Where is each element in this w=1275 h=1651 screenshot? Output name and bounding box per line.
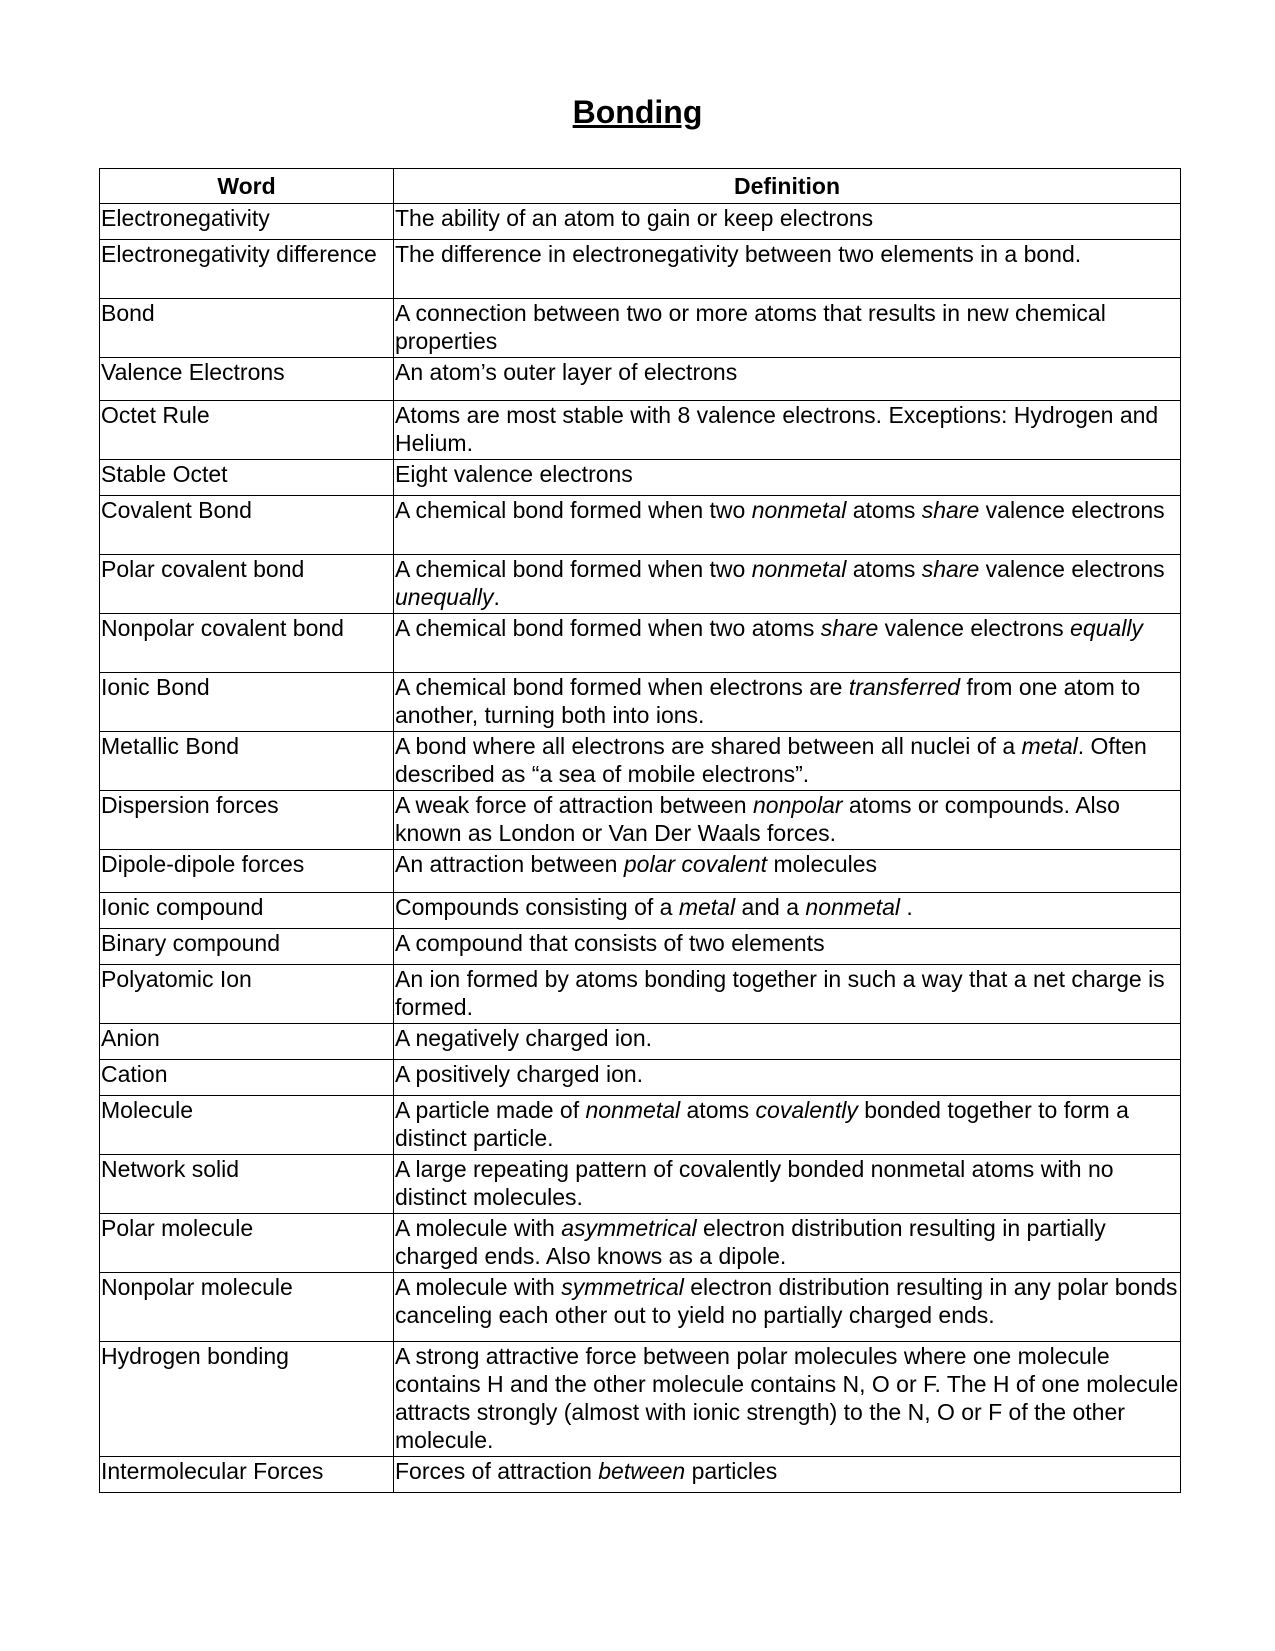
definition-emphasis: transferred [848, 674, 961, 700]
definition-text: atoms [846, 497, 922, 523]
page-title: Bonding [572, 94, 703, 130]
table-header-row [100, 169, 1181, 204]
term-cell: Covalent Bond [100, 496, 394, 555]
term-cell: Stable Octet [100, 460, 394, 496]
definition-text: electron distribution resulting in partially charged ends. Also knows as a dipole. [395, 1215, 1106, 1269]
definition-cell [394, 1457, 1181, 1493]
term-cell: Polar covalent bond [100, 555, 394, 614]
definition-cell [394, 204, 1181, 240]
term-cell: Intermolecular Forces [100, 1457, 394, 1493]
definition-emphasis: between [598, 1458, 686, 1484]
definition-cell [394, 1155, 1181, 1214]
definition-text: A chemical bond formed when two [395, 556, 752, 582]
definition-emphasis: asymmetrical [561, 1215, 697, 1241]
definition-text: particles [685, 1458, 778, 1484]
definition-text: The difference in electronegativity between two elements in a bond. [395, 241, 1082, 267]
definition-text: A strong attractive force between polar molecules where one molecule contains H and the other molecule contains N, O or F. The H of one molecule attracts strongly (almost with ionic strength) to the N, O or F of the other molecule. [395, 1343, 1179, 1453]
definition-text: A compound that consists of two elements [395, 930, 825, 956]
definition-emphasis: nonmetal [751, 556, 847, 582]
definition-emphasis: nonmetal [751, 497, 847, 523]
table-row [100, 673, 1181, 732]
definition-cell [394, 1273, 1181, 1342]
term-cell: Octet Rule [100, 401, 394, 460]
table-row [100, 460, 1181, 496]
table-row [100, 1273, 1181, 1342]
definition-cell [394, 496, 1181, 555]
definition-text: A chemical bond formed when two [395, 497, 752, 523]
table-row [100, 299, 1181, 358]
table-row [100, 204, 1181, 240]
definition-text: electron distribution resulting in any polar bonds canceling each other out to yield no partially charged ends. [395, 1274, 1178, 1328]
definition-cell [394, 401, 1181, 460]
definition-text: A large repeating pattern of covalently bonded nonmetal atoms with no distinct molecules. [395, 1156, 1114, 1210]
term-cell: Anion [100, 1024, 394, 1060]
definition-text: An atom’s outer layer of electrons [395, 359, 738, 385]
table-row [100, 893, 1181, 929]
table-row [100, 1024, 1181, 1060]
definition-text: A positively charged ion. [395, 1061, 644, 1087]
definition-emphasis: nonpolar [752, 792, 843, 818]
definition-text: from one atom to another, turning both into ions. [395, 674, 1141, 728]
definition-emphasis: covalently [755, 1097, 858, 1123]
term-cell: Bond [100, 299, 394, 358]
definition-cell [394, 1342, 1181, 1457]
definition-emphasis: nonmetal [585, 1097, 681, 1123]
table-row [100, 1342, 1181, 1457]
definition-cell [394, 1024, 1181, 1060]
definition-emphasis: unequally [395, 584, 494, 610]
definition-text: . [493, 584, 500, 610]
term-cell: Ionic Bond [100, 673, 394, 732]
definition-text: A particle made of [395, 1097, 586, 1123]
definition-cell [394, 893, 1181, 929]
table-row [100, 555, 1181, 614]
term-cell: Metallic Bond [100, 732, 394, 791]
definition-cell [394, 1060, 1181, 1096]
definition-cell [394, 460, 1181, 496]
glossary-body [100, 204, 1181, 1493]
definition-emphasis: share [921, 497, 980, 523]
definition-text: Forces of attraction [395, 1458, 599, 1484]
table-row [100, 401, 1181, 460]
definition-text: A molecule with [395, 1215, 562, 1241]
table-row [100, 240, 1181, 299]
table-row [100, 850, 1181, 893]
term-cell: Cation [100, 1060, 394, 1096]
definition-cell [394, 1096, 1181, 1155]
term-cell: Ionic compound [100, 893, 394, 929]
definition-cell [394, 240, 1181, 299]
definition-text: atoms or compounds. Also known as London or Van Der Waals forces. [395, 792, 1120, 846]
definition-emphasis: equally [1070, 615, 1143, 641]
term-cell: Dipole-dipole forces [100, 850, 394, 893]
term-cell: Binary compound [100, 929, 394, 965]
definition-emphasis: share [921, 556, 980, 582]
table-row [100, 732, 1181, 791]
definition-text: . [900, 894, 913, 920]
definition-text: A chemical bond formed when two atoms [395, 615, 821, 641]
definition-text: molecules [767, 851, 878, 877]
table-row [100, 1457, 1181, 1493]
definition-cell [394, 358, 1181, 401]
definition-text: An attraction between [395, 851, 624, 877]
definition-emphasis: metal [678, 894, 736, 920]
definition-text: An ion formed by atoms bonding together in such a way that a net charge is formed. [395, 966, 1165, 1020]
definition-cell [394, 732, 1181, 791]
term-cell: Nonpolar covalent bond [100, 614, 394, 673]
definition-cell [394, 791, 1181, 850]
definition-cell [394, 673, 1181, 732]
term-cell: Hydrogen bonding [100, 1342, 394, 1457]
definition-text: valence electrons [979, 556, 1165, 582]
term-cell: Molecule [100, 1096, 394, 1155]
definition-cell [394, 614, 1181, 673]
definition-cell [394, 299, 1181, 358]
term-cell: Polar molecule [100, 1214, 394, 1273]
definition-cell [394, 1214, 1181, 1273]
table-row [100, 1214, 1181, 1273]
column-header-word: Word [100, 169, 394, 204]
table-row [100, 1096, 1181, 1155]
definition-cell [394, 850, 1181, 893]
definition-text: A bond where all electrons are shared between all nuclei of a [395, 733, 1022, 759]
definition-text: The ability of an atom to gain or keep electrons [395, 205, 874, 231]
glossary-table [99, 168, 1181, 1493]
definition-text: A negatively charged ion. [395, 1025, 653, 1051]
term-cell: Electronegativity [100, 204, 394, 240]
definition-cell [394, 929, 1181, 965]
definition-emphasis: symmetrical [561, 1274, 684, 1300]
definition-text: Atoms are most stable with 8 valence electrons. Exceptions: Hydrogen and Helium. [395, 402, 1159, 456]
definition-text: Compounds consisting of a [395, 894, 679, 920]
definition-text: atoms [680, 1097, 756, 1123]
definition-text: A weak force of attraction between [395, 792, 753, 818]
definition-text: valence electrons [878, 615, 1071, 641]
definition-emphasis: polar covalent [623, 851, 768, 877]
table-row [100, 929, 1181, 965]
term-cell: Polyatomic Ion [100, 965, 394, 1024]
table-row [100, 1155, 1181, 1214]
definition-cell [394, 965, 1181, 1024]
definition-text: A molecule with [395, 1274, 562, 1300]
term-cell: Electronegativity difference [100, 240, 394, 299]
definition-text: valence electrons [979, 497, 1165, 523]
term-cell: Network solid [100, 1155, 394, 1214]
table-row [100, 965, 1181, 1024]
table-row [100, 791, 1181, 850]
term-cell: Valence Electrons [100, 358, 394, 401]
definition-text: and a [735, 894, 806, 920]
definition-text: bonded together to form a distinct particle. [395, 1097, 1129, 1151]
table-row [100, 358, 1181, 401]
definition-emphasis: share [820, 615, 879, 641]
definition-text: A chemical bond formed when electrons are [395, 674, 849, 700]
table-row [100, 1060, 1181, 1096]
term-cell: Dispersion forces [100, 791, 394, 850]
definition-text: atoms [846, 556, 922, 582]
definition-emphasis: nonmetal [805, 894, 901, 920]
column-header-definition: Definition [394, 169, 1181, 204]
definition-text: A connection between two or more atoms that results in new chemical properties [395, 300, 1106, 354]
table-row [100, 496, 1181, 555]
definition-text: Eight valence electrons [395, 461, 633, 487]
term-cell: Nonpolar molecule [100, 1273, 394, 1342]
table-row [100, 614, 1181, 673]
definition-text: . Often described as “a sea of mobile electrons”. [395, 733, 1147, 787]
definition-emphasis: metal [1021, 733, 1078, 759]
definition-cell [394, 555, 1181, 614]
